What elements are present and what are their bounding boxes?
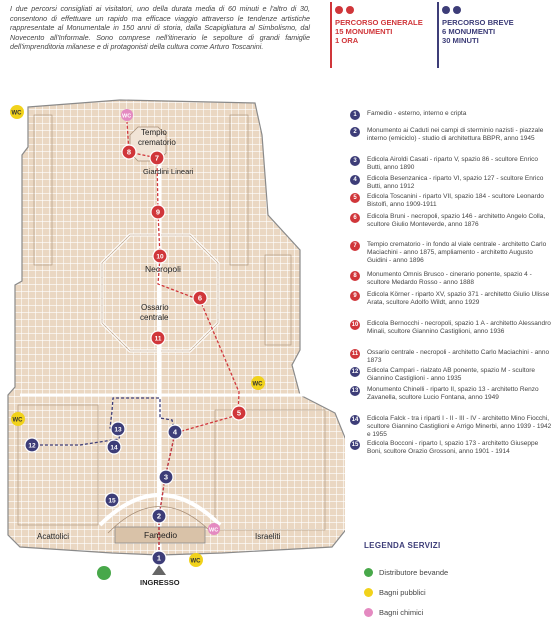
route-short-dot <box>442 6 450 14</box>
route-general-bar <box>330 2 332 68</box>
service-public-toilets <box>364 587 534 599</box>
map-marker-number: 11 <box>154 335 162 343</box>
chemical-toilet-icon <box>364 608 373 617</box>
label-necropoli: Necropoli <box>145 264 181 274</box>
monument-description: Monumento Chinelli - riparto II, spazio 13 - architetto Renzo Zavanella, scultore Lucio Fontana, anno 1949 <box>367 386 539 402</box>
route-general-time: 1 ORA <box>335 36 359 45</box>
route-general-dot <box>335 6 343 14</box>
wc-icon <box>364 588 373 597</box>
monument-description: Tempio crematorio - in fondo al viale centrale - architetto Carlo Maciachini - anno 1875, ampliamento - architetto Augusto Guidini - anno 1896 <box>367 241 547 265</box>
service-label: Distributore bevande <box>379 568 449 577</box>
map-marker-number: 5 <box>236 408 242 418</box>
monument-number-badge: 15 <box>351 442 359 448</box>
monument-number-badge: 10 <box>351 322 359 328</box>
map-marker-number: 7 <box>154 153 160 163</box>
chemical-toilet-icon <box>121 109 133 121</box>
monument-description: Famedio - esterno, interno e cripta <box>367 110 467 117</box>
monument-description: Edicola Besenzanica - riparto VI, spazio 127 - scultore Enrico Butti, anno 1912 <box>367 175 544 191</box>
label-giardini-lineari: Giardini Lineari <box>143 167 194 176</box>
monument-description: Edicola Toscanini - riparto VII, spazio 184 - scultore Leonardo Bistolfi, anno 1909-1911 <box>367 193 544 209</box>
monument-number-badge: 12 <box>351 369 359 375</box>
svg-text:WC: WC <box>11 110 22 117</box>
monument-description: Edicola Bruni - necropoli, spazio 146 - architetto Angelo Colla, scultore Giulio Monteverde, anno 1876 <box>367 213 546 229</box>
route-short-text <box>442 18 514 45</box>
wc-icon <box>11 412 25 426</box>
label-crematorio: crematorio <box>138 138 176 147</box>
chemical-toilet-icon <box>208 523 220 535</box>
monument-number-badge: 9 <box>350 291 360 301</box>
map-marker-8[interactable] <box>122 145 136 159</box>
map-marker-13[interactable] <box>111 422 125 436</box>
monument-description: Edicola Airoldi Casati - riparto V, spazio 86 - scultore Enrico Butti, anno 1890 <box>367 156 539 172</box>
monument-description: Edicola Bocconi - riparto I, spazio 173 - architetto Giuseppe Boni, scultore Orazio Grossoni, anno 1901 - 1914 <box>367 440 539 456</box>
map-marker-number: 10 <box>156 253 164 261</box>
map-marker-3[interactable] <box>159 470 173 484</box>
service-label: Bagni pubblici <box>379 588 426 597</box>
map-marker-number: 14 <box>110 444 118 452</box>
monument-number-badge: 1 <box>350 110 360 120</box>
route-short-dots <box>442 6 461 14</box>
route-short-time: 30 MINUTI <box>442 36 479 45</box>
monument-number-badge: 6 <box>350 213 360 223</box>
map-marker-12[interactable] <box>25 438 39 452</box>
wc-icon <box>251 376 265 390</box>
map-marker-15[interactable] <box>105 493 119 507</box>
service-label: Bagni chimici <box>379 608 424 617</box>
map-marker-1[interactable] <box>152 551 166 565</box>
monument-description: Monumento Omnis Brusco - cinerario ponente, spazio 4 - scultore Medardo Rosso - anno 1888 <box>367 271 532 287</box>
svg-text:WC: WC <box>209 527 219 534</box>
route-general-dots <box>335 6 354 14</box>
route-general-dot <box>346 6 354 14</box>
map-marker-number: 8 <box>126 147 132 157</box>
intro-paragraph <box>10 4 310 52</box>
svg-text:WC: WC <box>190 558 201 565</box>
route-short-title: PERCORSO BREVE <box>442 18 514 27</box>
monument-number-badge: 7 <box>350 241 360 251</box>
monument-description: Edicola Falck - tra i riparti I - II - III - IV - architetto Mino Fiocchi, scultore Giannino Castiglioni e Arrigo Minerbi, anno 1939 - 1942 e 1955 <box>367 415 552 439</box>
map-marker-2[interactable] <box>152 509 166 523</box>
monument-number-badge: 8 <box>350 271 360 281</box>
label-israeliti: Israeliti <box>255 532 281 541</box>
map-marker-number: 1 <box>156 553 162 563</box>
route-short-count: 6 MONUMENTI <box>442 27 496 36</box>
cemetery-map <box>0 95 345 635</box>
label-famedio: Famedio <box>144 530 178 540</box>
services-legend <box>364 541 544 617</box>
wc-icon <box>10 105 24 119</box>
label-acattolici: Acattolici <box>37 532 70 541</box>
map-marker-number: 12 <box>28 442 36 450</box>
map-marker-14[interactable] <box>107 440 121 454</box>
route-general-count: 15 MONUMENTI <box>335 27 393 36</box>
monument-number-badge: 13 <box>351 388 359 394</box>
map-marker-11[interactable] <box>151 331 165 345</box>
map-marker-6[interactable] <box>193 291 207 305</box>
map-marker-number: 9 <box>155 207 161 217</box>
label-ossario: Ossario <box>141 303 169 312</box>
monument-description: Edicola Körner - riparto XV, spazio 371 - architetto Giulio Ulisse Arata, scultore Adolfo Wildt, anno 1929 <box>367 291 550 307</box>
svg-text:WC: WC <box>12 417 23 424</box>
monument-number-badge: 5 <box>350 193 360 203</box>
map-marker-number: 13 <box>114 426 122 434</box>
monument-number-badge: 14 <box>351 417 359 423</box>
svg-text:WC: WC <box>122 113 132 120</box>
monument-number-badge: 4 <box>350 175 360 185</box>
monument-description: Edicola Campari - rialzato AB ponente, spazio M - scultore Giannino Castiglioni - anno 1935 <box>367 367 535 383</box>
label-centrale: centrale <box>140 313 169 322</box>
intro-text: I due percorsi consigliati ai visitatori, uno della durata media di 60 minuti e l'altro di 30, consentono di effettuare un rapido ma efficace viaggio attraverso le tendenze artistiche rappresentate al Monumentale in 150 anni di storia, dalla Scapigliatura al Simbolismo, dal Novecento all'Informale. Sono comprese nell'itinerario le sepolture di grandi famiglie dell'imprenditoria milanese e di protagonisti della cultura come Arturo Toscanini. <box>10 4 310 52</box>
monument-description: Edicola Bernocchi - necropoli, spazio 1 A - architetto Alessandro Minali, scultore Giannino Castiglioni, anno 1936 <box>367 320 551 336</box>
route-general-text <box>335 18 423 45</box>
service-chemical-toilets <box>364 607 534 619</box>
map-marker-5[interactable] <box>232 406 246 420</box>
map-marker-10[interactable] <box>153 249 167 263</box>
route-general-title: PERCORSO GENERALE <box>335 18 423 27</box>
map-marker-number: 2 <box>156 511 162 521</box>
water-dispenser-icon <box>97 566 111 580</box>
monument-description: Monumento ai Caduti nei campi di sterminio nazisti - piazzale interno (emiciclo) - studio di architettura BBPR, anno 1945 <box>367 127 544 143</box>
map-marker-number: 15 <box>108 497 116 505</box>
map-marker-number: 4 <box>172 427 178 437</box>
route-short-bar <box>437 2 439 68</box>
service-water-dispenser <box>364 567 534 579</box>
monument-number-badge: 3 <box>350 156 360 166</box>
wc-icon <box>189 553 203 567</box>
route-short-dot <box>453 6 461 14</box>
monument-number-badge: 11 <box>351 351 359 357</box>
entrance-arrow-icon <box>152 565 166 575</box>
map-marker-number: 3 <box>163 472 169 482</box>
monument-description: Ossario centrale - necropoli - architetto Carlo Maciachini - anno 1873 <box>367 349 550 365</box>
monument-number-badge: 2 <box>350 127 360 137</box>
map-marker-number: 6 <box>197 293 203 303</box>
services-title: LEGENDA SERVIZI <box>364 541 441 550</box>
label-tempio: Tempio <box>141 128 167 137</box>
water-dispenser-icon <box>364 568 373 577</box>
map-marker-4[interactable] <box>168 425 182 439</box>
svg-text:WC: WC <box>252 381 263 388</box>
map-marker-7[interactable] <box>150 151 164 165</box>
label-ingresso: INGRESSO <box>140 578 180 587</box>
map-marker-9[interactable] <box>151 205 165 219</box>
